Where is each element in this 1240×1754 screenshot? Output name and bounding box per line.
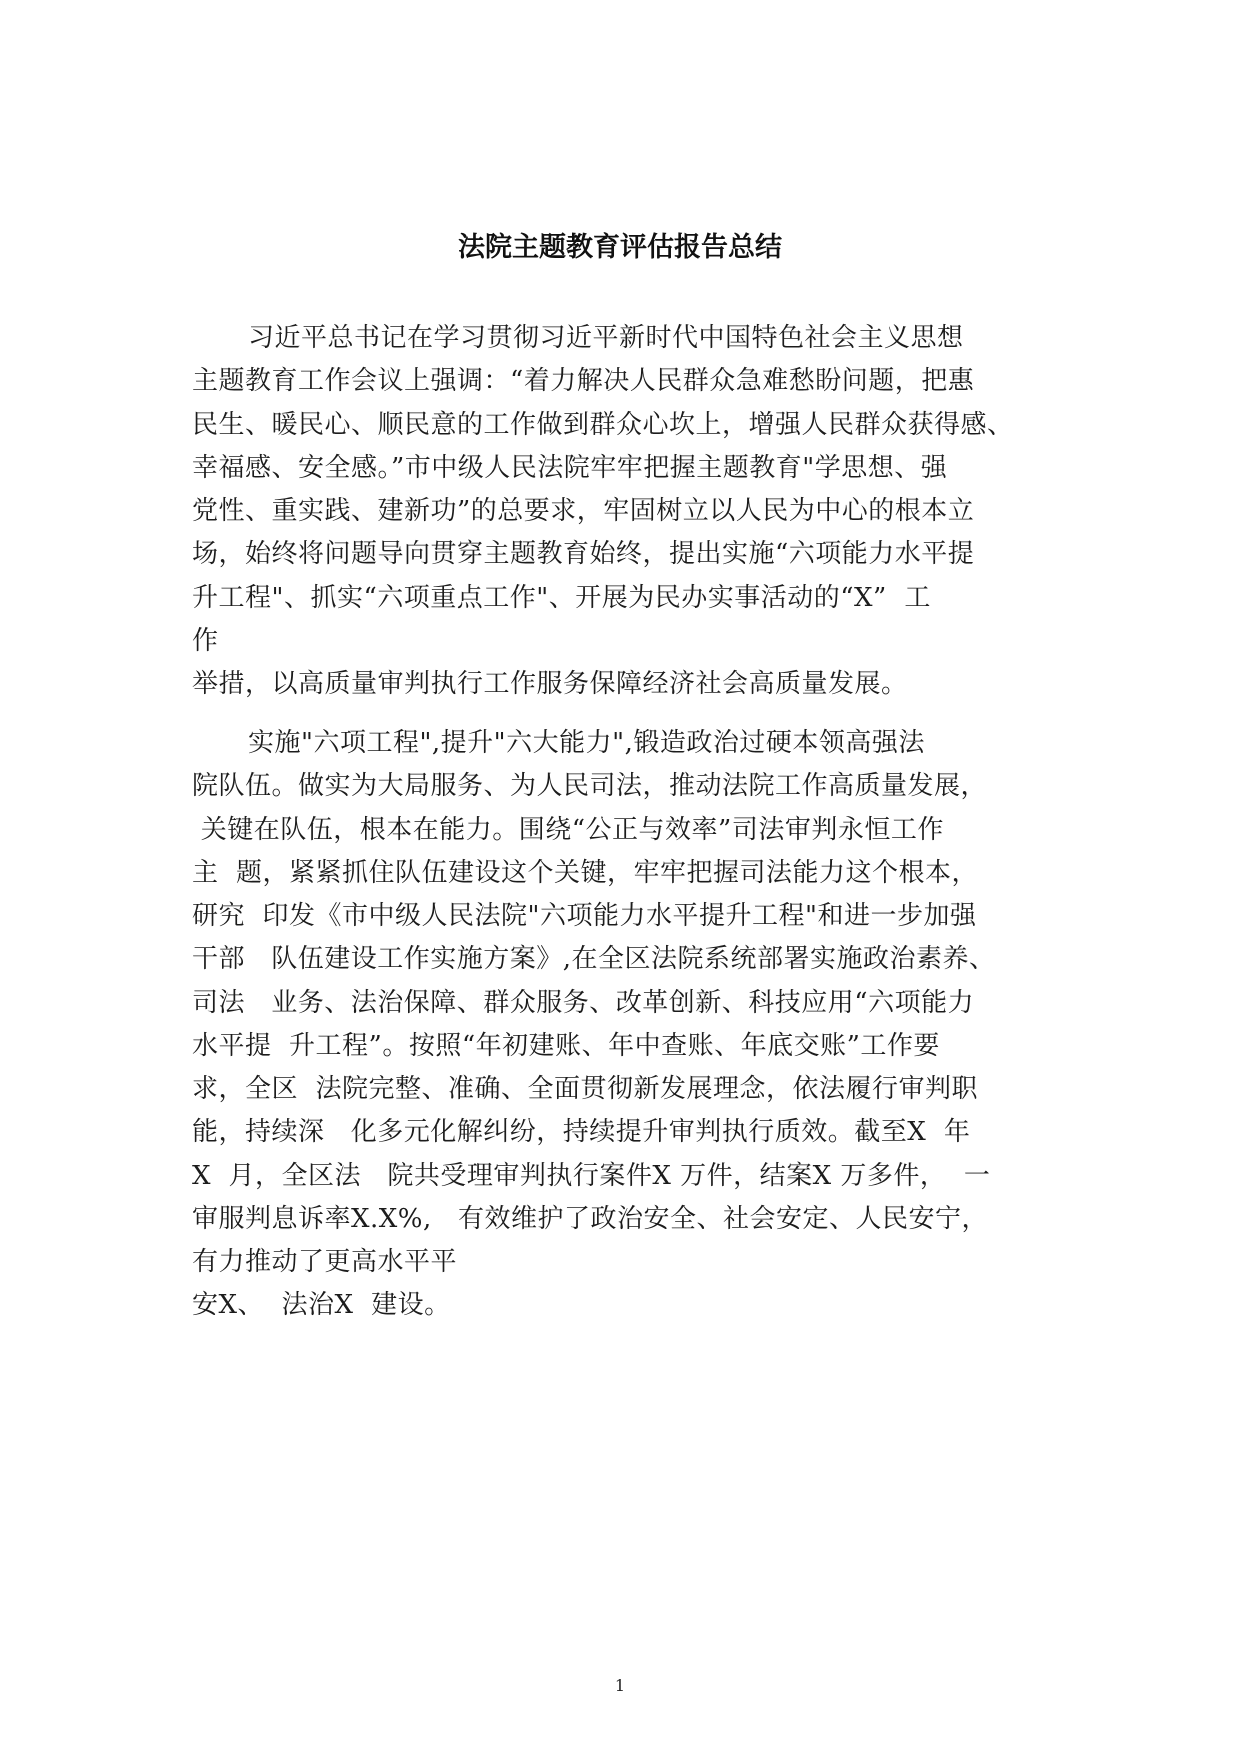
- paragraph-line: X 月，全区法 院共受理审判执行案件X 万件，结案X 万多件， 一: [192, 1161, 991, 1191]
- paragraph-line: 升工程"、抓实“六项重点工作"、开展为民办实事活动的“X” 工: [192, 583, 931, 613]
- paragraph-line: 民生、暖民心、顺民意的工作做到群众心坎上，增强人民群众获得感、: [192, 410, 1014, 440]
- paragraph-line: 干部 队伍建设工作实施方案》,在全区法院系统部署实施政治素养、: [192, 944, 996, 974]
- paragraph-line: 习近平总书记在学习贯彻习近平新时代中国特色社会主义思想: [248, 323, 964, 353]
- paragraph-line: 幸福感、安全感。”市中级人民法院牢牢把握主题教育"学思想、强: [192, 453, 948, 483]
- paragraph-line: 主题教育工作会议上强调：“着力解决人民群众急难愁盼问题，把惠: [192, 366, 975, 396]
- paragraph-line: 审服判息诉率X.X%, 有效维护了政治安全、社会安定、人民安宁，: [192, 1204, 989, 1234]
- paragraph-line: 安X、 法治X 建设。: [192, 1290, 451, 1320]
- paragraph-line: 研究 印发《市中级人民法院"六项能力水平提升工程"和进一步加强: [192, 901, 977, 931]
- paragraph-line: 院队伍。做实为大局服务、为人民司法，推动法院工作高质量发展，: [192, 771, 988, 801]
- paragraph-line: 能，持续深 化多元化解纠纷，持续提升审判执行质效。截至X 年: [192, 1117, 971, 1147]
- paragraph-line: 场，始终将问题导向贯穿主题教育始终，提出实施“六项能力水平提: [192, 539, 975, 569]
- page-number: 1: [614, 1676, 626, 1695]
- paragraph-line: 实施"六项工程",提升"六大能力",锻造政治过硬本领高强法: [248, 728, 925, 758]
- paragraph-line: 司法 业务、法治保障、群众服务、改革创新、科技应用“六项能力: [192, 988, 975, 1018]
- paragraph-line: 水平提 升工程”。按照“年初建账、年中查账、年底交账”工作要: [192, 1031, 940, 1061]
- paragraph-line: 求，全区 法院完整、准确、全面贯彻新发展理念，依法履行审判职: [192, 1074, 979, 1104]
- paragraph-line: 党性、重实践、建新功”的总要求，牢固树立以人民为中心的根本立: [192, 496, 975, 526]
- document-title: 法院主题教育评估报告总结: [458, 232, 782, 263]
- paragraph-line: 主 题，紧紧抓住队伍建设这个关键，牢牢把握司法能力这个根本，: [192, 858, 979, 888]
- paragraph-line: 关键在队伍，根本在能力。围绕“公正与效率”司法审判永恒工作: [192, 815, 944, 845]
- paragraph-line: 作: [192, 626, 219, 656]
- paragraph-line: 有力推动了更高水平平: [192, 1247, 458, 1277]
- paragraph-line: 举措，以高质量审判执行工作服务保障经济社会高质量发展。: [192, 669, 908, 699]
